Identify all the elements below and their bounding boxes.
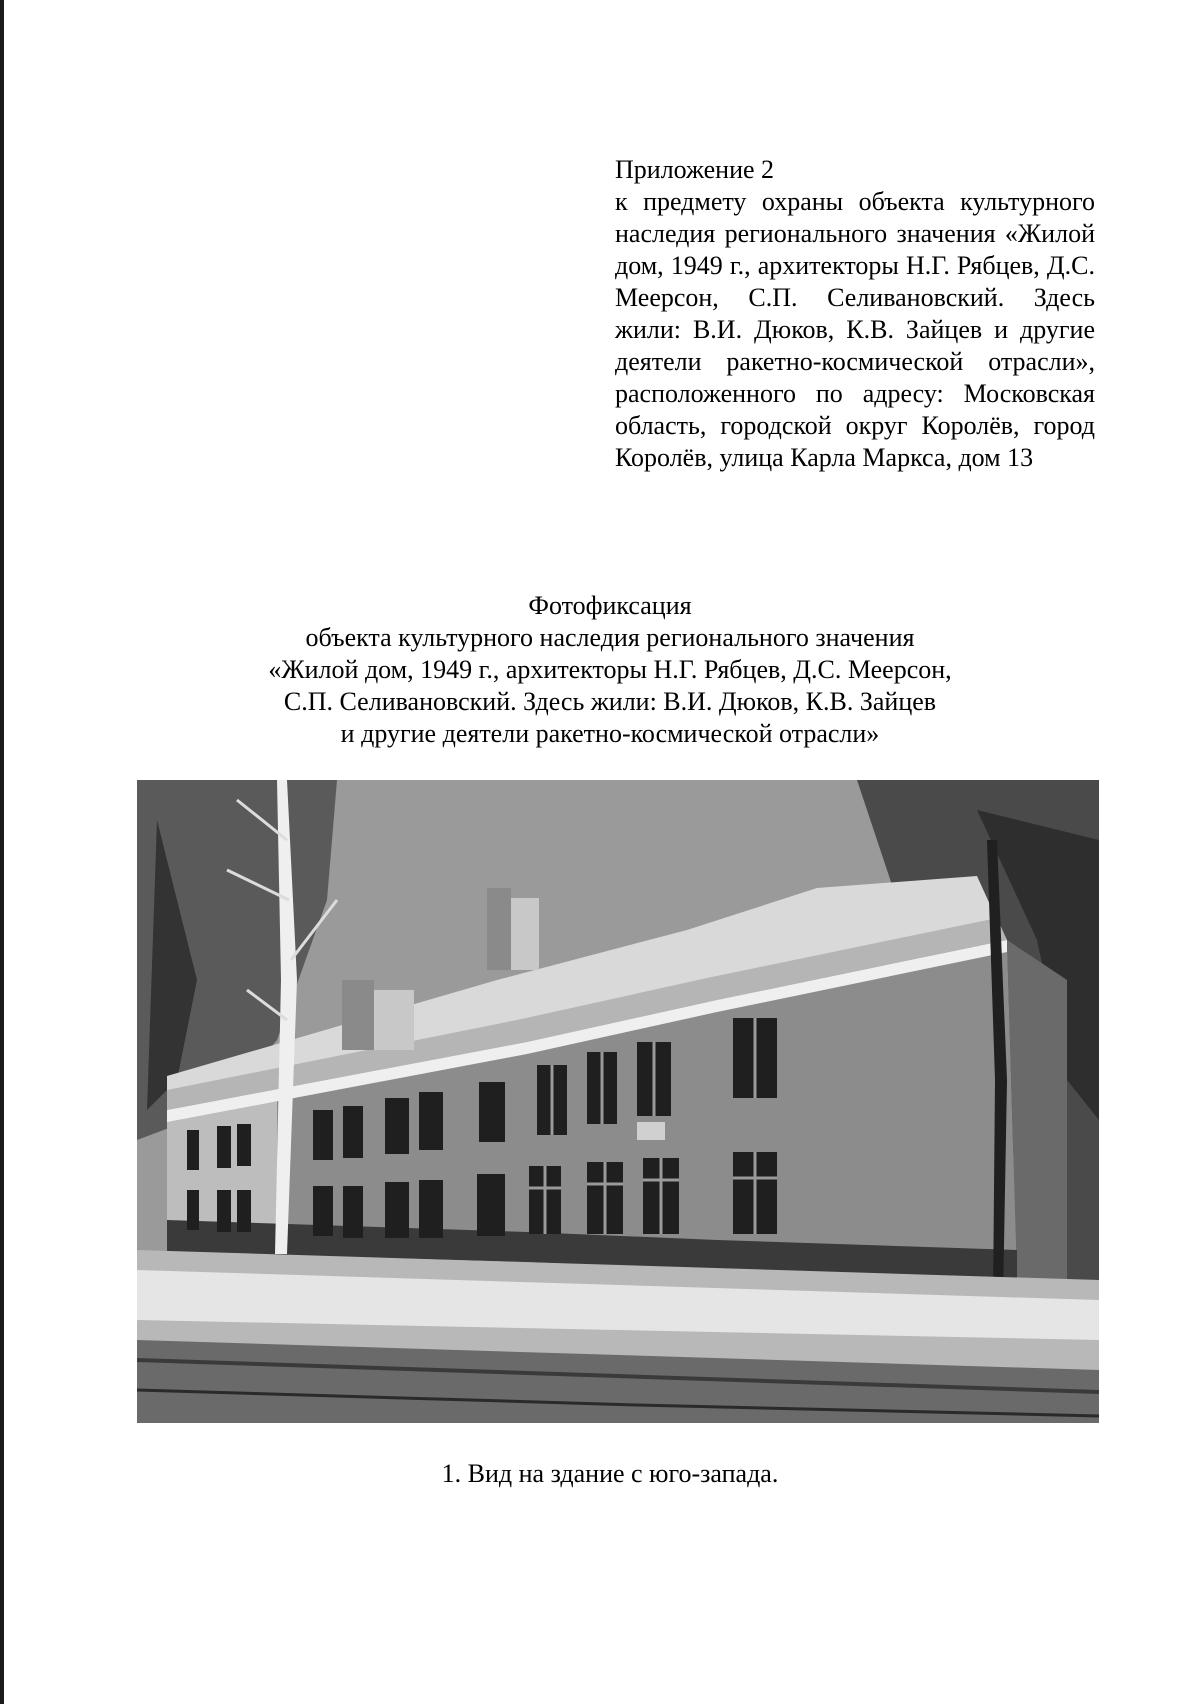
- photo-caption: 1. Вид на здание с юго-запада.: [441, 1459, 779, 1488]
- document-heading: [140, 590, 1080, 750]
- heading-line-2: объекта культурного наследия регионального значения: [305, 623, 915, 652]
- appendix-block: [615, 154, 1095, 474]
- heading-line-4: С.П. Селивановский. Здесь жили: В.И. Дюков, К.В. Зайцев: [283, 687, 937, 716]
- heading-line-1: Фотофиксация: [528, 591, 692, 620]
- building-photo: [137, 780, 1099, 1423]
- appendix-text: к предмету охраны объекта культурного наследия регионального значения «Жилой дом, 1949 г., архитекторы Н.Г. Рябцев, Д.С. Меерсон, С.П. Селивановский. Здесь жили: В.И. Дюков, К.В. Зайцев и другие деятели ракетно-космической отрасли», расположенного по адресу: Московская область, городской округ Королёв, город Королёв, улица Карла Маркса, дом 13: [615, 187, 1095, 472]
- building-illustration: [137, 780, 1099, 1423]
- scan-edge: [0, 0, 4, 1704]
- heading-line-5: и другие деятели ракетно-космической отрасли»: [340, 719, 880, 748]
- heading-line-3: «Жилой дом, 1949 г., архитекторы Н.Г. Рябцев, Д.С. Меерсон,: [268, 655, 952, 684]
- appendix-title: Приложение 2: [615, 155, 775, 184]
